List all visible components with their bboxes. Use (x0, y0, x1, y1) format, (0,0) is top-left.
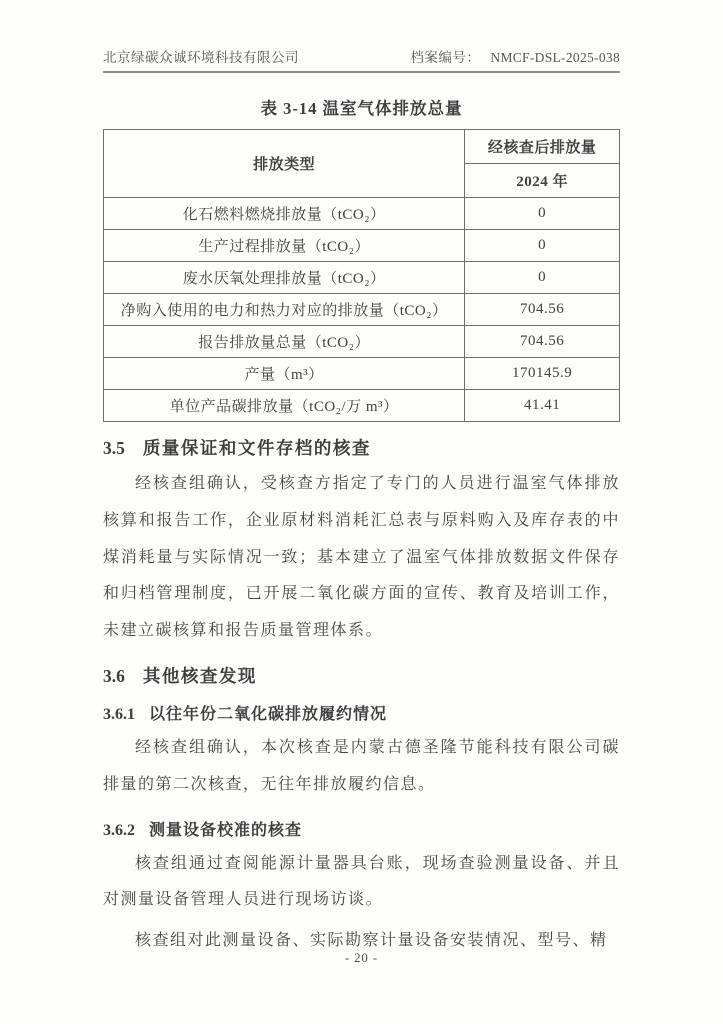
section-number: 3.6.2 (103, 821, 135, 839)
table-row (104, 390, 620, 422)
column-header-verified-emissions: 经核查后排放量 (465, 130, 620, 164)
row-value: 704.56 (465, 294, 620, 326)
page-number: - 20 - (344, 951, 379, 965)
page-header (103, 0, 620, 73)
row-label: 生产过程排放量（tCO₂） (104, 230, 465, 262)
row-value: 0 (465, 262, 620, 294)
table-row (104, 294, 620, 326)
section-title: 以往年份二氧化碳排放履约情况 (149, 705, 388, 723)
row-value: 170145.9 (465, 358, 620, 390)
row-value: 0 (465, 230, 620, 262)
section-3-6-1-paragraph: 经核查组确认，本次核查是内蒙古德圣隆节能科技有限公司碳排量的第二次核查，无往年排放履约信息。 (103, 738, 620, 793)
table-row (104, 230, 620, 262)
section-number: 3.5 (103, 438, 125, 458)
row-label: 产量（m³） (104, 358, 465, 390)
row-label: 报告排放量总量（tCO₂） (104, 326, 465, 358)
row-value: 704.56 (465, 326, 620, 358)
section-number: 3.6 (103, 665, 125, 686)
row-label: 净购入使用的电力和热力对应的排放量（tCO₂） (104, 294, 465, 326)
header-company-name: 北京绿碳众诚环境科技有限公司 (103, 50, 299, 65)
section-heading-3-6 (103, 663, 620, 688)
table-header-row (104, 130, 620, 164)
table-caption: 表 3-14 温室气体排放总量 (260, 99, 463, 118)
section-title: 质量保证和文件存档的核查 (142, 438, 371, 458)
section-heading-3-5 (103, 435, 620, 460)
row-label: 废水厌氧处理排放量（tCO₂） (104, 262, 465, 294)
section-3-6-2-paragraph-2: 核查组对此测量设备、实际勘察计量设备安装情况、型号、精 (135, 932, 608, 950)
table-row (104, 262, 620, 294)
archive-number-value: NMCF-DSL-2025-038 (490, 50, 620, 65)
section-3-5-paragraph: 经核查组确认，受核查方指定了专门的人员进行温室气体排放核算和报告工作，企业原材料消耗汇总表与原料购入及库存表的中煤消耗量与实际情况一致；基本建立了温室气体排放数据文件保存和归档管理制度，已开展二氧化碳方面的宣传、教育及培训工作，未建立碳核算和报告质量管理体系。 (103, 475, 620, 640)
section-title: 测量设备校准的核查 (149, 821, 303, 839)
row-label: 单位产品碳排放量（tCO₂/万 m³） (104, 390, 465, 422)
section-heading-3-6-2 (103, 817, 620, 840)
section-title: 其他核查发现 (142, 665, 257, 686)
section-heading-3-6-1 (103, 701, 620, 724)
emissions-summary-table (103, 129, 620, 422)
table-row (104, 198, 620, 230)
column-header-year: 2024 年 (465, 164, 620, 198)
column-header-emission-type: 排放类型 (104, 130, 465, 198)
table-row (104, 326, 620, 358)
table-row (104, 358, 620, 390)
section-number: 3.6.1 (103, 705, 135, 723)
row-value: 0 (465, 198, 620, 230)
row-label: 化石燃料燃烧排放量（tCO₂） (104, 198, 465, 230)
header-archive (410, 46, 620, 66)
archive-number-label: 档案编号： (410, 50, 481, 65)
row-value: 41.41 (465, 390, 620, 422)
section-3-6-2-paragraph-1: 核查组通过查阅能源计量器具台账，现场查验测量设备、并且对测量设备管理人员进行现场访谈。 (103, 854, 620, 909)
